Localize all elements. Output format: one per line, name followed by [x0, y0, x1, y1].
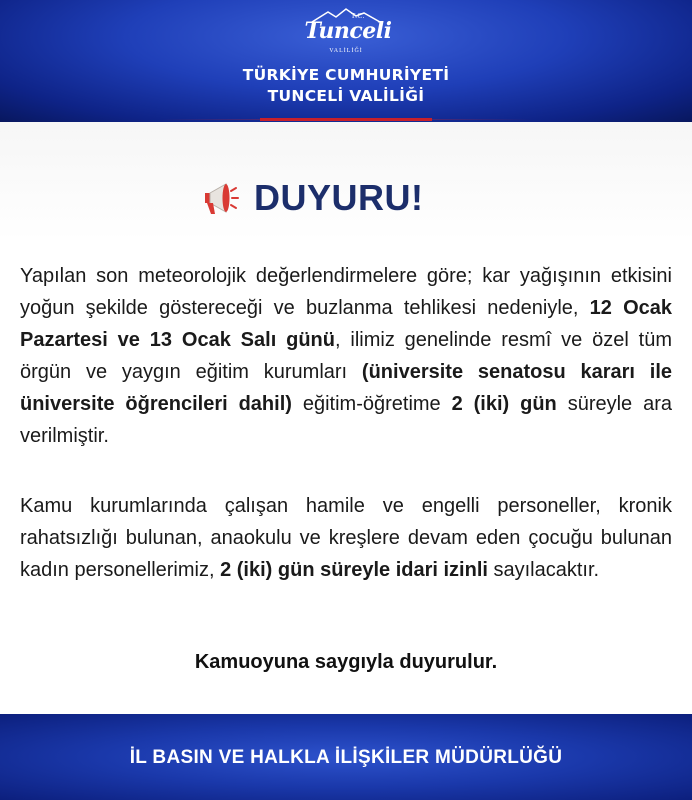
p1-university-note: (üniversite senatosu kararı ile üniversite öğrencileri dahil) [20, 361, 673, 415]
p1-duration: 2 (iki) gün [451, 393, 557, 415]
announcement-heading [196, 176, 424, 220]
header-title-line1: TÜRKİYE CUMHURİYETİ [242, 66, 450, 84]
logo-tc-text: T.C. [351, 12, 365, 20]
p2-text-1: Kamu kurumlarında çalışan hamile ve engelli personeller, kronik rahatsızlığı bulunan, anaokulu ve kreşlere devam eden çocuğu bulunan kadın personellerimiz, [20, 495, 672, 581]
closing-statement: Kamuoyuna saygıyla duyurulur. [194, 651, 498, 673]
announcement-title: DUYURU! [254, 177, 424, 218]
header-banner [0, 0, 692, 122]
announcement-paragraph-2 [20, 490, 672, 586]
p1-text-1: Yapılan son meteorolojik değerlendirmelere göre; kar yağışının etkisini yoğun şekilde göstereceği ve buzlanma tehlikesi nedeniyle, [20, 265, 672, 319]
footer-department: İL BASIN VE HALKLA İLİŞKİLER MÜDÜRLÜĞÜ [129, 747, 563, 768]
announcement-paragraph-1 [20, 260, 672, 452]
p1-text-3: eğitim-öğretime [291, 393, 452, 415]
p2-text-2: sayılacaktır. [487, 559, 600, 581]
tunceli-logo [296, 6, 396, 60]
p2-leave-duration: 2 (iki) gün süreyle idari izinli [220, 559, 488, 581]
p1-dates: 12 Ocak Pazartesi ve 13 Ocak Salı günü [20, 297, 673, 351]
footer-banner [0, 714, 692, 800]
logo-wordmark: Tunceli [304, 18, 392, 44]
header-divider [260, 118, 432, 121]
megaphone-icon [196, 178, 240, 218]
p1-text-4: süreyle ara verilmiştir. [20, 393, 673, 447]
p1-text-2: , ilimiz genelinde resmî ve özel tüm örgün ve yaygın eğitim kurumları [20, 329, 672, 383]
header-title-line2: TUNCELİ VALİLİĞİ [267, 87, 425, 105]
logo-subtitle: VALİLİĞİ [329, 48, 363, 54]
